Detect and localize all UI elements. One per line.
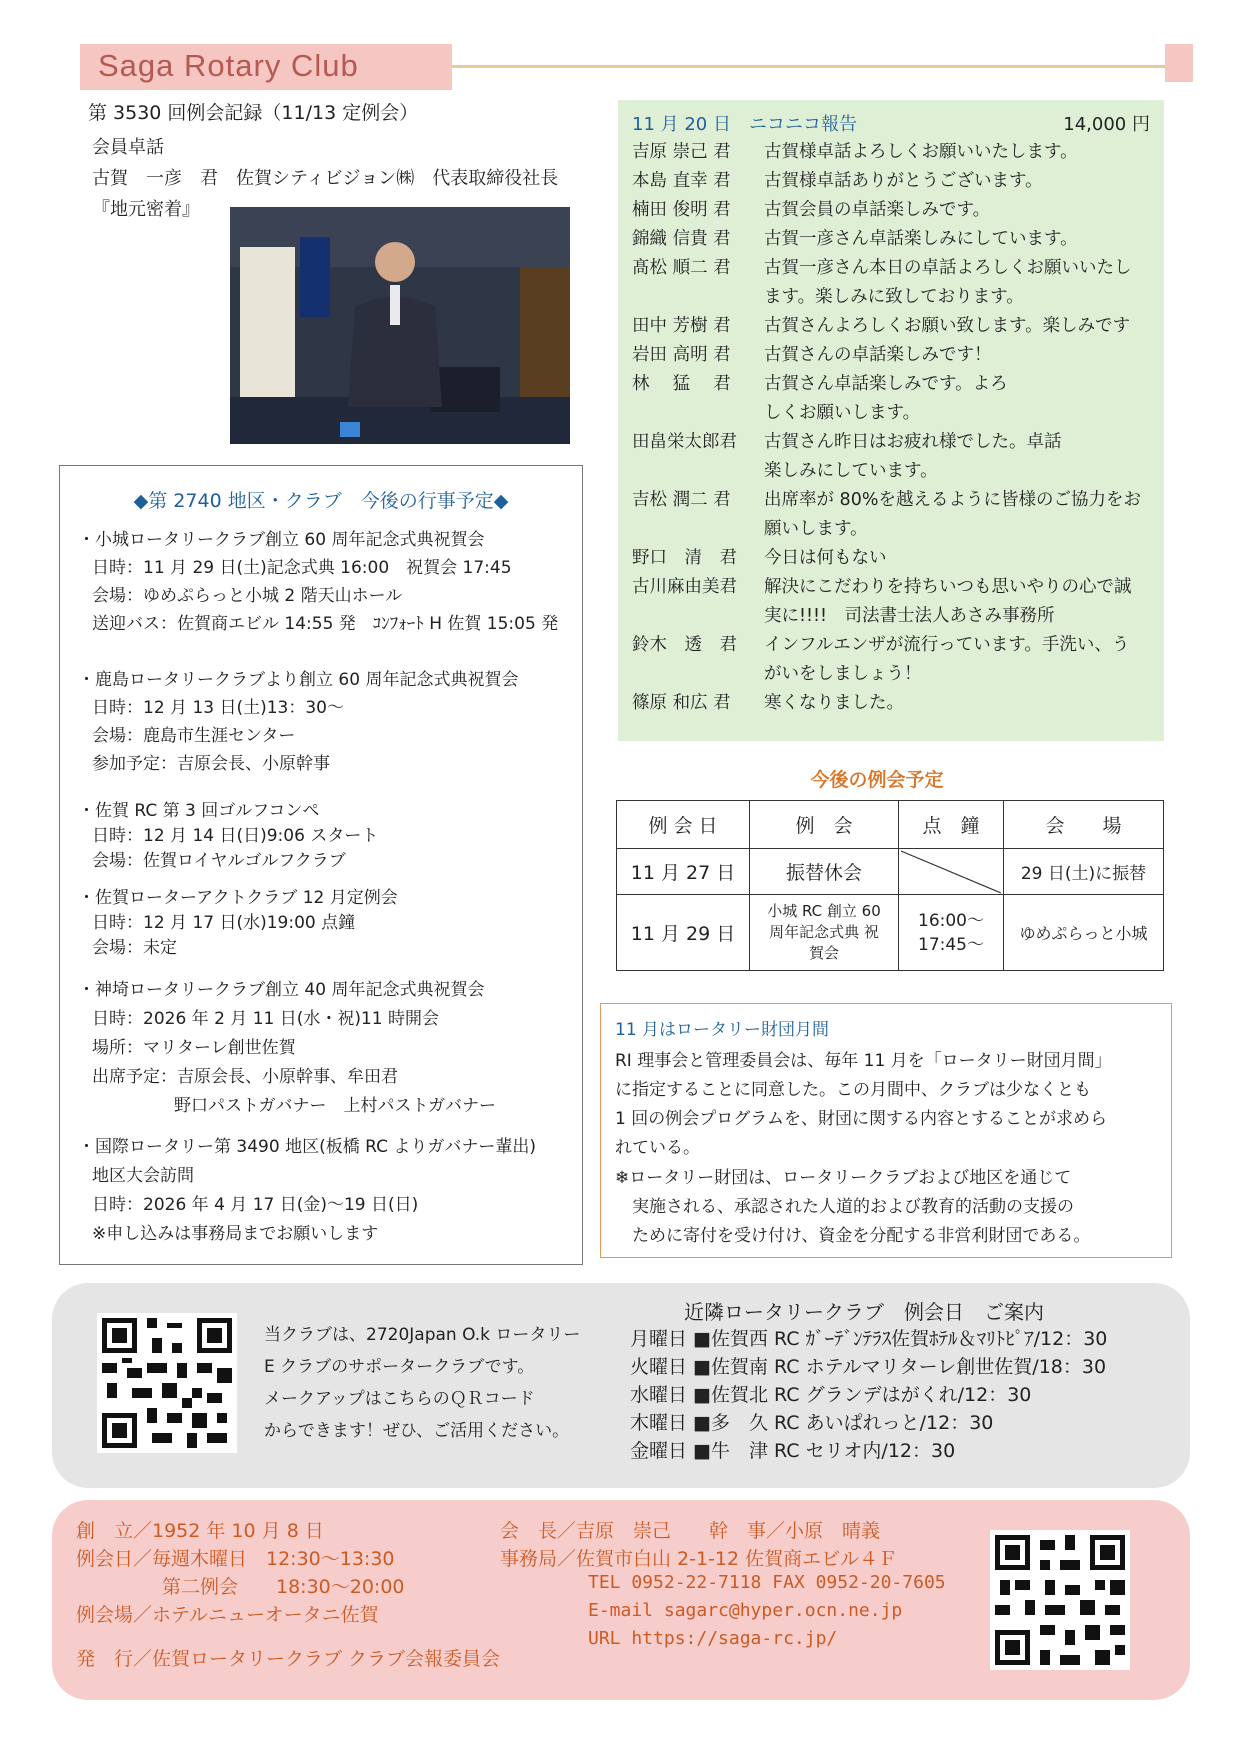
member-name: 鈴木 透 君: [632, 635, 737, 655]
niko-entry: [632, 167, 1152, 196]
club-name: ■牛 津 RC: [693, 1440, 800, 1462]
qr-code-icon[interactable]: [990, 1530, 1130, 1670]
member-message: 今日は何もない: [764, 548, 887, 568]
club-detail: セリオ内/12：30: [805, 1440, 956, 1462]
club-detail: あいぱれっと/12：30: [805, 1412, 994, 1434]
schedule-date: 11 月 29 日: [617, 895, 750, 971]
member-message: 寒くなりました。: [764, 693, 904, 713]
event-line: 送迎バス：佐賀商エビル 14:55 発 ｺﾝﾌｫｰﾄ H 佐賀 15:05 発: [92, 614, 559, 634]
email-link[interactable]: E-mail sagarc@hyper.ocn.ne.jp: [588, 1600, 903, 1621]
day-label: 火曜日: [630, 1356, 688, 1378]
club-name: ■佐賀南 RC: [693, 1356, 800, 1378]
member-name: 吉松 潤二 君: [632, 490, 731, 510]
event-title: ・国際ロータリー第 3490 地区(板橋 RC よりガバナー輩出): [78, 1137, 536, 1157]
event-item: [78, 526, 558, 638]
event-line: 会場：鹿島市生涯センター: [92, 726, 296, 746]
member-name: 楠田 俊明 君: [632, 200, 731, 220]
event-line: 日時：12 月 14 日(日)9:06 スタート: [92, 826, 379, 846]
schedule-date: 11 月 27 日: [617, 849, 750, 895]
event-title: ・佐賀ローターアクトクラブ 12 月定例会: [78, 888, 398, 908]
nearby-list: [630, 1325, 1107, 1465]
event-line: ※申し込みは事務局までお願いします: [92, 1224, 379, 1244]
makeup-text: [264, 1319, 580, 1447]
event-line: 会場：未定: [92, 938, 177, 958]
founded-date: 創 立／1952 年 10 月 8 日: [76, 1520, 324, 1542]
niko-entry: [632, 370, 1152, 428]
qr-code-icon[interactable]: [97, 1313, 237, 1453]
foundation-line: RI 理事会と管理委員会は、毎年 11 月を「ロータリー財団月間」: [615, 1051, 1112, 1071]
niko-entry: [632, 544, 1152, 573]
club-detail: グランデはがくれ/12：30: [805, 1384, 1032, 1406]
schedule-bell: 16:00～ 17:45～: [899, 895, 1004, 971]
schedule-table: [616, 800, 1164, 971]
niko-entry: [632, 312, 1152, 341]
club-detail: ホテルマリターレ創世佐賀/18：30: [805, 1356, 1107, 1378]
event-item: [78, 1133, 536, 1249]
member-message: 古賀一彦さん本日の卓話よろしくお願いいたします。楽しみに致しております。: [764, 258, 1132, 307]
member-name: 本島 直幸 君: [632, 171, 731, 191]
office-address: 事務局／佐賀市白山 2-1-12 佐賀商エビル４Ｆ: [500, 1548, 898, 1570]
member-name: 野口 清 君: [632, 548, 737, 568]
event-line: 会場：佐賀ロイヤルゴルフクラブ: [92, 851, 346, 871]
event-line: 日時：2026 年 2 月 11 日(水・祝)11 時開会: [92, 1009, 440, 1029]
niko-entry: [632, 573, 1152, 631]
member-message: 古賀さん卓話楽しみです。よろしくお願いします。: [764, 374, 1008, 423]
member-message: 出席率が 80%を越えるように皆様のご協力をお願いします。: [764, 490, 1141, 539]
event-line: 場所：マリターレ創世佐賀: [92, 1038, 296, 1058]
member-message: 古賀会員の卓話楽しみです。: [764, 200, 991, 220]
event-line: 地区大会訪問: [92, 1166, 194, 1186]
event-item: [78, 976, 496, 1121]
member-name: 錦織 信貴 君: [632, 229, 731, 249]
table-row: [617, 849, 1164, 895]
foundation-line: に指定することに同意した。この月間中、クラブは少なくとも: [615, 1080, 1091, 1100]
event-title: ・佐賀 RC 第 3 回ゴルフコンペ: [78, 801, 320, 821]
event-item: [78, 799, 378, 874]
diagonal-slash: [899, 849, 1003, 895]
member-name: 髙松 順二 君: [632, 258, 731, 278]
niko-entry: [632, 631, 1152, 689]
schedule-venue: ゆめぷらっと小城: [1004, 895, 1164, 971]
event-item: [78, 886, 398, 961]
day-label: 水曜日: [630, 1384, 688, 1406]
nearby-row: [630, 1381, 1107, 1409]
column-header: 会 場: [1004, 801, 1164, 849]
makeup-info-box: [52, 1283, 1190, 1488]
niko-entry: [632, 689, 1152, 718]
column-header: 点 鐘: [899, 801, 1004, 849]
club-detail: ｶﾞｰﾃﾞﾝﾃﾗｽ佐賀ﾎﾃﾙ＆ﾏﾘﾄﾋﾟｱ/12：30: [805, 1328, 1108, 1350]
speaker-line: 古賀 一彦 君 佐賀シティビジョン㈱ 代表取締役社長: [92, 168, 559, 189]
events-title: ◆第 2740 地区・クラブ 今後の行事予定◆: [133, 490, 509, 512]
makeup-line: メークアップはこちらのＱＲコード: [264, 1389, 535, 1409]
meeting-venue: 例会場／ホテルニューオータニ佐賀: [76, 1604, 379, 1626]
niko-entry: [632, 428, 1152, 486]
phone-fax: TEL 0952-22-7118 FAX 0952-20-7605: [588, 1572, 946, 1593]
niko-entry: [632, 486, 1152, 544]
nikoniko-date: 11 月 20 日 ニコニコ報告: [632, 114, 857, 135]
nikoniko-amount: 14,000 円: [1063, 114, 1150, 135]
header-rule: [452, 65, 1165, 68]
nearby-row: [630, 1325, 1107, 1353]
nearby-row: [630, 1437, 1107, 1465]
foundation-line: 実施される、承認された人道的および教育的活動の支援の: [615, 1197, 1074, 1217]
member-name: 田中 芳樹 君: [632, 316, 731, 336]
niko-entry: [632, 254, 1152, 312]
speaker-photo: [230, 207, 570, 444]
member-name: 林 猛 君: [632, 374, 731, 394]
speech-topic: 『地元密着』: [92, 199, 200, 220]
club-title: Saga Rotary Club: [98, 48, 359, 83]
makeup-line: 当クラブは、2720Japan O.k ロータリー: [264, 1325, 581, 1345]
meeting-heading: 第 3530 回例会記録（11/13 定例会）: [88, 102, 419, 124]
event-title: ・小城ロータリークラブ創立 60 周年記念式典祝賀会: [78, 530, 485, 550]
nikoniko-header: [632, 110, 1150, 136]
member-message: 古賀一彦さん卓話楽しみにしています。: [764, 229, 1078, 249]
schedule-title: 今後の例会予定: [810, 769, 944, 791]
member-message: 解決にこだわりを持ちいつも思いやりの心で誠実に!!!! 司法書士法人あさみ事務所: [764, 577, 1132, 626]
column-header: 例 会 日: [617, 801, 750, 849]
niko-entry: [632, 196, 1152, 225]
makeup-line: からできます！ぜひ、ご活用ください。: [264, 1421, 570, 1441]
club-name: ■佐賀西 RC: [693, 1328, 800, 1350]
publisher: 発 行／佐賀ロータリークラブ クラブ会報委員会: [76, 1648, 501, 1670]
member-name: 岩田 高明 君: [632, 345, 731, 365]
foundation-line: ために寄付を受け付け、資金を分配する非営利財団である。: [615, 1226, 1091, 1246]
member-name: 田畠栄太郎君: [632, 432, 737, 452]
niko-entry: [632, 341, 1152, 370]
event-line: 日時：11 月 29 日(土)記念式典 16:00 祝賀会 17:45: [92, 558, 512, 578]
schedule-event: 振替休会: [750, 849, 899, 895]
event-line: 出席予定：吉原会長、小原幹事、牟田君: [92, 1067, 398, 1087]
member-name: 篠原 和広 君: [632, 693, 731, 713]
niko-entry: [632, 138, 1152, 167]
member-name: 古川麻由美君: [632, 577, 737, 597]
member-message: 古賀さん昨日はお疲れ様でした。卓話楽しみにしています。: [764, 432, 1062, 481]
foundation-line: ❄ロータリー財団は、ロータリークラブおよび地区を通じて: [615, 1168, 1072, 1188]
event-title: ・鹿島ロータリークラブより創立 60 周年記念式典祝賀会: [78, 670, 519, 690]
club-name: ■多 久 RC: [693, 1412, 800, 1434]
nearby-title: 近隣ロータリークラブ 例会日 ご案内: [684, 1300, 1044, 1324]
club-name: ■佐賀北 RC: [693, 1384, 800, 1406]
meeting-subtitle: 会員卓話: [92, 137, 164, 158]
member-message: インフルエンザが流行っています。手洗い、うがいをしましょう！: [764, 635, 1130, 684]
makeup-line: E クラブのサポータークラブです。: [264, 1357, 535, 1377]
table-header-row: [617, 801, 1164, 849]
schedule-event: 小城 RC 創立 60 周年記念式典 祝賀会: [750, 895, 899, 971]
foundation-title: 11 月はロータリー財団月間: [615, 1020, 830, 1040]
event-title: ・神埼ロータリークラブ創立 40 周年記念式典祝賀会: [78, 980, 485, 1000]
event-line: 参加予定：吉原会長、小原幹事: [92, 754, 330, 774]
event-line: 日時：2026 年 4 月 17 日(金)～19 日(日): [92, 1195, 419, 1215]
member-message: 古賀様卓話よろしくお願いいたします。: [764, 142, 1078, 162]
nearby-row: [630, 1409, 1107, 1437]
day-label: 金曜日: [630, 1440, 688, 1462]
event-line: 日時：12 月 17 日(水)19:00 点鐘: [92, 913, 356, 933]
table-row: [617, 895, 1164, 971]
member-message: 古賀さんの卓話楽しみです！: [764, 345, 992, 365]
niko-entry: [632, 225, 1152, 254]
nearby-row: [630, 1353, 1107, 1381]
day-label: 木曜日: [630, 1412, 688, 1434]
foundation-line: 1 回の例会プログラムを、財団に関する内容とすることが求めら: [615, 1109, 1108, 1129]
event-item: [78, 666, 518, 778]
day-label: 月曜日: [630, 1328, 688, 1350]
event-line: 会場：ゆめぷらっと小城 2 階天山ホール: [92, 586, 403, 606]
club-info-footer: [52, 1500, 1190, 1700]
member-message: 古賀様卓話ありがとうございます。: [764, 171, 1043, 191]
schedule-bell-empty: [899, 849, 1004, 895]
foundation-line: れている。: [615, 1138, 700, 1158]
event-line: 野口パストガバナー 上村パストガバナー: [174, 1096, 496, 1116]
column-header: 例 会: [750, 801, 899, 849]
header-square: [1165, 44, 1193, 82]
event-line: 日時：12 月 13 日(土)13：30～: [92, 698, 345, 718]
events-box: [59, 465, 583, 1265]
foundation-box: [600, 1003, 1172, 1258]
member-name: 吉原 崇己 君: [632, 142, 731, 162]
website-link[interactable]: URL https://saga-rc.jp/: [588, 1628, 838, 1649]
second-meeting: 第二例会 18:30～20:00: [162, 1576, 405, 1598]
officers: 会 長／吉原 崇己 幹 事／小原 晴義: [500, 1520, 881, 1542]
meeting-day: 例会日／毎週木曜日 12:30～13:30: [76, 1548, 395, 1570]
nikoniko-box: [618, 100, 1164, 741]
schedule-venue: 29 日(土)に振替: [1004, 849, 1164, 895]
member-message: 古賀さんよろしくお願い致します。楽しみです: [764, 316, 1131, 336]
